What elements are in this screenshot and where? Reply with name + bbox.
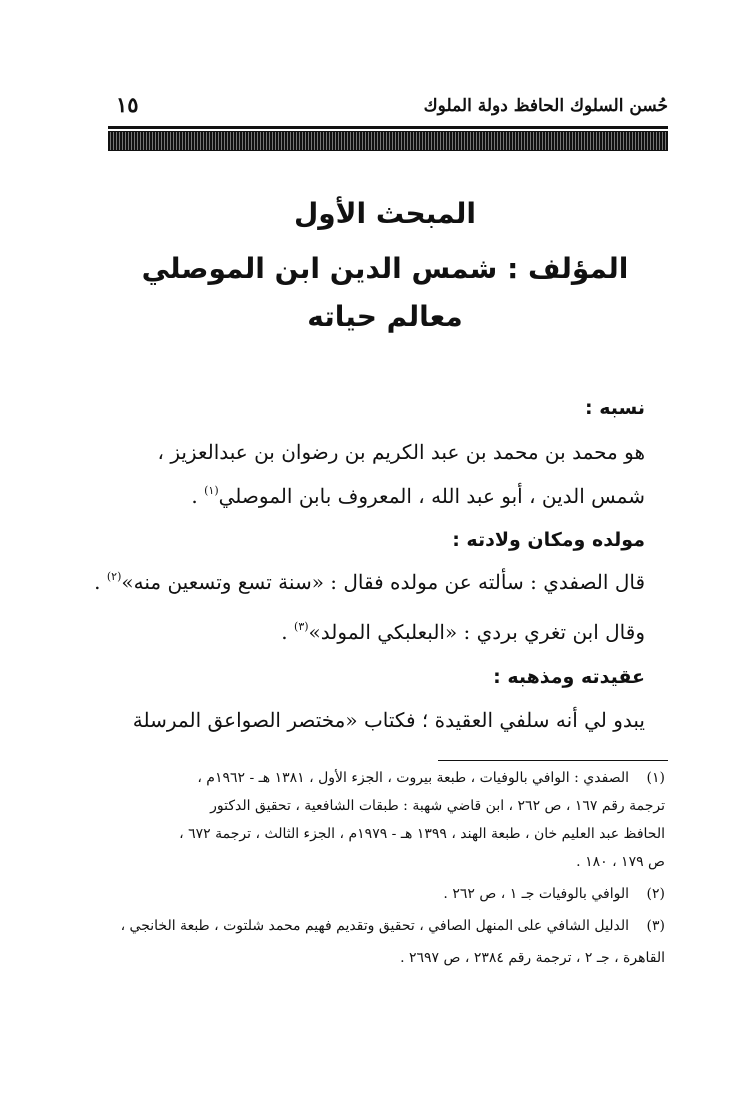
- birth-end-2: .: [281, 620, 295, 644]
- running-title: حُسن السلوك الحافظ دولة الملوك: [423, 96, 668, 116]
- lineage-text: شمس الدين ، أبو عبد الله ، المعروف بابن الموصلي: [218, 484, 645, 508]
- footnote-3-line-1: [85, 918, 665, 934]
- lineage-end: .: [191, 484, 205, 508]
- footnote-3-number: (٣): [646, 918, 665, 934]
- footnote-1-line-1: [85, 770, 665, 786]
- header-rule: [108, 126, 668, 129]
- footnote-1-text: الصفدي : الوافي بالوفيات ، طبعة بيروت ، الجزء الأول ، ١٣٨١ هـ - ١٩٦٢م ،: [197, 770, 629, 786]
- footnote-3-text: الدليل الشافي على المنهل الصافي ، تحقيق وتقديم فهيم محمد شلتوت ، طبعة الخانجي ،: [120, 918, 629, 934]
- footnote-rule: [438, 760, 668, 761]
- birth-text-2: وقال ابن تغري بردي : «البعلبكي المولد»: [308, 620, 645, 644]
- footnote-1-line-4: ص ١٧٩ ، ١٨٠ .: [576, 854, 665, 870]
- footnote-1-line-3: الحافظ عبد العليم خان ، طبعة الهند ، ١٣٩٩ هـ - ١٩٧٩م ، الجزء الثالث ، ترجمة ٦٧٢ ،: [179, 826, 665, 842]
- header-decorative-band: [108, 131, 668, 151]
- birth-line-2: [85, 620, 645, 644]
- page-number: ١٥: [116, 92, 139, 117]
- lineage-line-1: هو محمد بن محمد بن عبد الكريم بن رضوان بن عبدالعزيز ،: [157, 440, 645, 464]
- footnote-1-number: (١): [646, 770, 665, 786]
- life-heading: معالم حياته: [307, 300, 463, 333]
- footnote-ref-3: (٣): [294, 620, 309, 633]
- lineage-heading: نسبه :: [585, 397, 645, 419]
- birth-end-1: .: [94, 570, 107, 594]
- footnote-2-number: (٢): [646, 886, 665, 902]
- birth-text-1: قال الصفدي : سألته عن مولده فقال : «سنة تسع وتسعين منه»: [121, 570, 645, 594]
- footnote-2-line-1: [85, 886, 665, 902]
- footnote-2-text: الوافي بالوفيات جـ ١ ، ص ٢٦٢ .: [443, 886, 629, 902]
- footnote-ref-1: (١): [204, 484, 219, 497]
- footnote-3-line-2: القاهرة ، جـ ٢ ، ترجمة رقم ٢٣٨٤ ، ص ٢٦٩٧ .: [400, 950, 665, 966]
- creed-heading: عقيدته ومذهبه :: [493, 666, 645, 688]
- footnote-ref-2: (٢): [106, 570, 122, 583]
- author-heading: المؤلف : شمس الدين ابن الموصلي: [141, 252, 629, 285]
- birth-line-1: [85, 570, 645, 594]
- footnote-1-line-2: ترجمة رقم ١٦٧ ، ص ٢٦٢ ، ابن قاضي شهبة : طبقات الشافعية ، تحقيق الدكتور: [210, 798, 665, 814]
- birth-heading: مولده ومكان ولادته :: [452, 529, 645, 551]
- lineage-line-2: [85, 484, 645, 508]
- section-heading: المبحث الأول: [293, 197, 477, 230]
- running-header: [108, 92, 668, 126]
- creed-line-1: يبدو لي أنه سلفي العقيدة ؛ فكتاب «مختصر الصواعق المرسلة: [132, 708, 645, 732]
